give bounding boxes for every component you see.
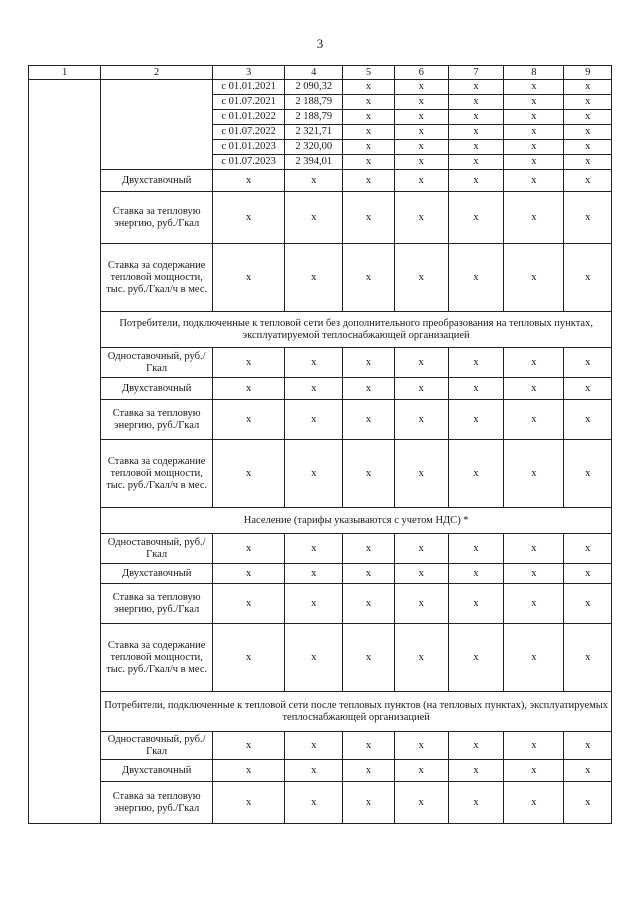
x-mark: x (448, 110, 504, 125)
stavka-power-row-label: Ставка за содержание тепловой мощности, тыс. руб./Гкал/ч в мес. (101, 440, 213, 508)
x-mark: x (212, 760, 284, 782)
x-mark: x (564, 192, 612, 244)
stavka-power-row (29, 244, 612, 312)
x-mark: x (394, 140, 448, 155)
x-mark: x (212, 584, 284, 624)
col-header-7: 7 (448, 66, 504, 80)
col-header-3: 3 (212, 66, 284, 80)
col-header-1: 1 (29, 66, 101, 80)
x-mark: x (504, 348, 564, 378)
x-mark: x (448, 584, 504, 624)
value-cell: 2 188,79 (285, 110, 343, 125)
x-mark: x (285, 760, 343, 782)
x-mark: x (504, 192, 564, 244)
x-mark: x (212, 170, 284, 192)
x-mark: x (448, 170, 504, 192)
x-mark: x (343, 624, 395, 692)
stavka-power-row-label: Ставка за содержание тепловой мощности, тыс. руб./Гкал/ч в мес. (101, 244, 213, 312)
x-mark: x (448, 378, 504, 400)
x-mark: x (564, 400, 612, 440)
x-mark: x (564, 534, 612, 564)
x-mark: x (394, 760, 448, 782)
x-mark: x (504, 534, 564, 564)
odnostavochny-row (29, 732, 612, 760)
x-mark: x (448, 782, 504, 824)
group-cell-col1 (29, 80, 101, 824)
section-2-heading: Население (тарифы указываются с учетом НДС) * (101, 508, 612, 534)
stavka-energy-row-label: Ставка за тепловую энергию, руб./Гкал (101, 584, 213, 624)
x-mark: x (343, 140, 395, 155)
x-mark: x (448, 140, 504, 155)
x-mark: x (343, 170, 395, 192)
x-mark: x (504, 95, 564, 110)
group-cell-col2 (101, 80, 213, 170)
page-number: 3 (316, 36, 324, 51)
x-mark: x (212, 624, 284, 692)
x-mark: x (285, 624, 343, 692)
section-2 (29, 508, 612, 534)
stavka-power-row-label: Ставка за содержание тепловой мощности, тыс. руб./Гкал/ч в мес. (101, 624, 213, 692)
x-mark: x (564, 140, 612, 155)
x-mark: x (212, 192, 284, 244)
x-mark: x (448, 732, 504, 760)
x-mark: x (394, 534, 448, 564)
x-mark: x (343, 80, 395, 95)
x-mark: x (448, 80, 504, 95)
stavka-energy-row-label: Ставка за тепловую энергию, руб./Гкал (101, 400, 213, 440)
x-mark: x (448, 760, 504, 782)
odnostavochny-row (29, 534, 612, 564)
x-mark: x (564, 440, 612, 508)
x-mark: x (564, 584, 612, 624)
x-mark: x (394, 348, 448, 378)
date-cell: с 01.01.2022 (212, 110, 284, 125)
stavka-energy-row-label: Ставка за тепловую энергию, руб./Гкал (101, 192, 213, 244)
section-1-heading: Потребители, подключенные к тепловой сети без дополнительного преобразования на тепловых пунктах, эксплуатируемой теплоснабжающей организацией (101, 312, 612, 348)
x-mark: x (564, 95, 612, 110)
x-mark: x (504, 125, 564, 140)
x-mark: x (448, 192, 504, 244)
section-1 (29, 312, 612, 348)
dvukhstavochny-row-label: Двухставочный (101, 170, 213, 192)
x-mark: x (564, 564, 612, 584)
x-mark: x (343, 440, 395, 508)
x-mark: x (564, 624, 612, 692)
col-header-6: 6 (394, 66, 448, 80)
x-mark: x (212, 400, 284, 440)
odnostavochny-row (29, 348, 612, 378)
dvukhstavochny-row-label: Двухставочный (101, 378, 213, 400)
x-mark: x (394, 400, 448, 440)
x-mark: x (504, 760, 564, 782)
col-header-9: 9 (564, 66, 612, 80)
x-mark: x (448, 534, 504, 564)
section-3 (29, 692, 612, 732)
x-mark: x (285, 400, 343, 440)
x-mark: x (285, 782, 343, 824)
dvukhstavochny-row (29, 378, 612, 400)
stavka-energy-row (29, 192, 612, 244)
x-mark: x (448, 348, 504, 378)
x-mark: x (394, 95, 448, 110)
x-mark: x (343, 155, 395, 170)
x-mark: x (212, 378, 284, 400)
x-mark: x (343, 110, 395, 125)
date-cell: с 01.07.2021 (212, 95, 284, 110)
tariff-table (28, 65, 612, 824)
x-mark: x (212, 244, 284, 312)
dvukhstavochny-row (29, 170, 612, 192)
x-mark: x (285, 192, 343, 244)
x-mark: x (343, 732, 395, 760)
x-mark: x (285, 732, 343, 760)
odnostavochny-row-label: Одноставочный, руб./Гкал (101, 534, 213, 564)
x-mark: x (343, 244, 395, 312)
col-header-5: 5 (343, 66, 395, 80)
x-mark: x (504, 170, 564, 192)
x-mark: x (504, 400, 564, 440)
x-mark: x (343, 95, 395, 110)
x-mark: x (212, 348, 284, 378)
x-mark: x (504, 140, 564, 155)
x-mark: x (285, 564, 343, 584)
x-mark: x (394, 110, 448, 125)
x-mark: x (343, 782, 395, 824)
x-mark: x (504, 378, 564, 400)
x-mark: x (504, 155, 564, 170)
x-mark: x (212, 782, 284, 824)
value-cell: 2 090,32 (285, 80, 343, 95)
x-mark: x (285, 170, 343, 192)
date-cell: с 01.01.2023 (212, 140, 284, 155)
x-mark: x (285, 244, 343, 312)
x-mark: x (564, 125, 612, 140)
x-mark: x (212, 534, 284, 564)
dvukhstavochny-row (29, 564, 612, 584)
x-mark: x (504, 624, 564, 692)
value-cell: 2 188,79 (285, 95, 343, 110)
tariff-table-body (29, 66, 612, 824)
x-mark: x (504, 110, 564, 125)
date-cell: с 01.07.2023 (212, 155, 284, 170)
dvukhstavochny-row (29, 760, 612, 782)
x-mark: x (504, 244, 564, 312)
x-mark: x (343, 400, 395, 440)
x-mark: x (564, 80, 612, 95)
x-mark: x (448, 564, 504, 584)
x-mark: x (394, 564, 448, 584)
x-mark: x (343, 348, 395, 378)
x-mark: x (394, 80, 448, 95)
x-mark: x (564, 732, 612, 760)
x-mark: x (285, 584, 343, 624)
x-mark: x (564, 244, 612, 312)
col-header-8: 8 (504, 66, 564, 80)
column-number-row (29, 66, 612, 80)
x-mark: x (343, 192, 395, 244)
x-mark: x (564, 170, 612, 192)
x-mark: x (394, 170, 448, 192)
stavka-energy-row (29, 400, 612, 440)
value-cell: 2 394,01 (285, 155, 343, 170)
dvukhstavochny-row-label: Двухставочный (101, 564, 213, 584)
x-mark: x (343, 584, 395, 624)
x-mark: x (564, 378, 612, 400)
value-cell: 2 321,71 (285, 125, 343, 140)
x-mark: x (394, 192, 448, 244)
x-mark: x (394, 125, 448, 140)
odnostavochny-row-label: Одноставочный, руб./Гкал (101, 348, 213, 378)
x-mark: x (343, 378, 395, 400)
x-mark: x (343, 125, 395, 140)
x-mark: x (343, 760, 395, 782)
x-mark: x (564, 348, 612, 378)
x-mark: x (394, 584, 448, 624)
stavka-energy-row (29, 782, 612, 824)
x-mark: x (564, 155, 612, 170)
x-mark: x (394, 624, 448, 692)
x-mark: x (448, 95, 504, 110)
x-mark: x (564, 110, 612, 125)
x-mark: x (504, 732, 564, 760)
x-mark: x (394, 732, 448, 760)
x-mark: x (285, 440, 343, 508)
x-mark: x (504, 440, 564, 508)
x-mark: x (394, 155, 448, 170)
x-mark: x (394, 440, 448, 508)
value-cell: 2 320,00 (285, 140, 343, 155)
stavka-energy-row-label: Ставка за тепловую энергию, руб./Гкал (101, 782, 213, 824)
x-mark: x (504, 80, 564, 95)
col-header-4: 4 (285, 66, 343, 80)
section-3-heading: Потребители, подключенные к тепловой сети после тепловых пунктов (на тепловых пунктах), эксплуатируемых теплоснабжающей организацией (101, 692, 612, 732)
x-mark: x (504, 782, 564, 824)
x-mark: x (212, 440, 284, 508)
dvukhstavochny-row-label: Двухставочный (101, 760, 213, 782)
x-mark: x (285, 378, 343, 400)
x-mark: x (448, 125, 504, 140)
x-mark: x (394, 378, 448, 400)
x-mark: x (448, 400, 504, 440)
x-mark: x (212, 564, 284, 584)
x-mark: x (564, 760, 612, 782)
x-mark: x (394, 244, 448, 312)
x-mark: x (448, 244, 504, 312)
x-mark: x (504, 584, 564, 624)
odnostavochny-row-label: Одноставочный, руб./Гкал (101, 732, 213, 760)
x-mark: x (448, 155, 504, 170)
col-header-2: 2 (101, 66, 213, 80)
x-mark: x (448, 624, 504, 692)
x-mark: x (564, 782, 612, 824)
x-mark: x (394, 782, 448, 824)
x-mark: x (448, 440, 504, 508)
stavka-power-row (29, 440, 612, 508)
stavka-power-row (29, 624, 612, 692)
date-row (29, 80, 612, 95)
date-cell: с 01.07.2022 (212, 125, 284, 140)
x-mark: x (285, 348, 343, 378)
date-cell: с 01.01.2021 (212, 80, 284, 95)
x-mark: x (504, 564, 564, 584)
x-mark: x (285, 534, 343, 564)
stavka-energy-row (29, 584, 612, 624)
x-mark: x (343, 534, 395, 564)
x-mark: x (343, 564, 395, 584)
x-mark: x (212, 732, 284, 760)
